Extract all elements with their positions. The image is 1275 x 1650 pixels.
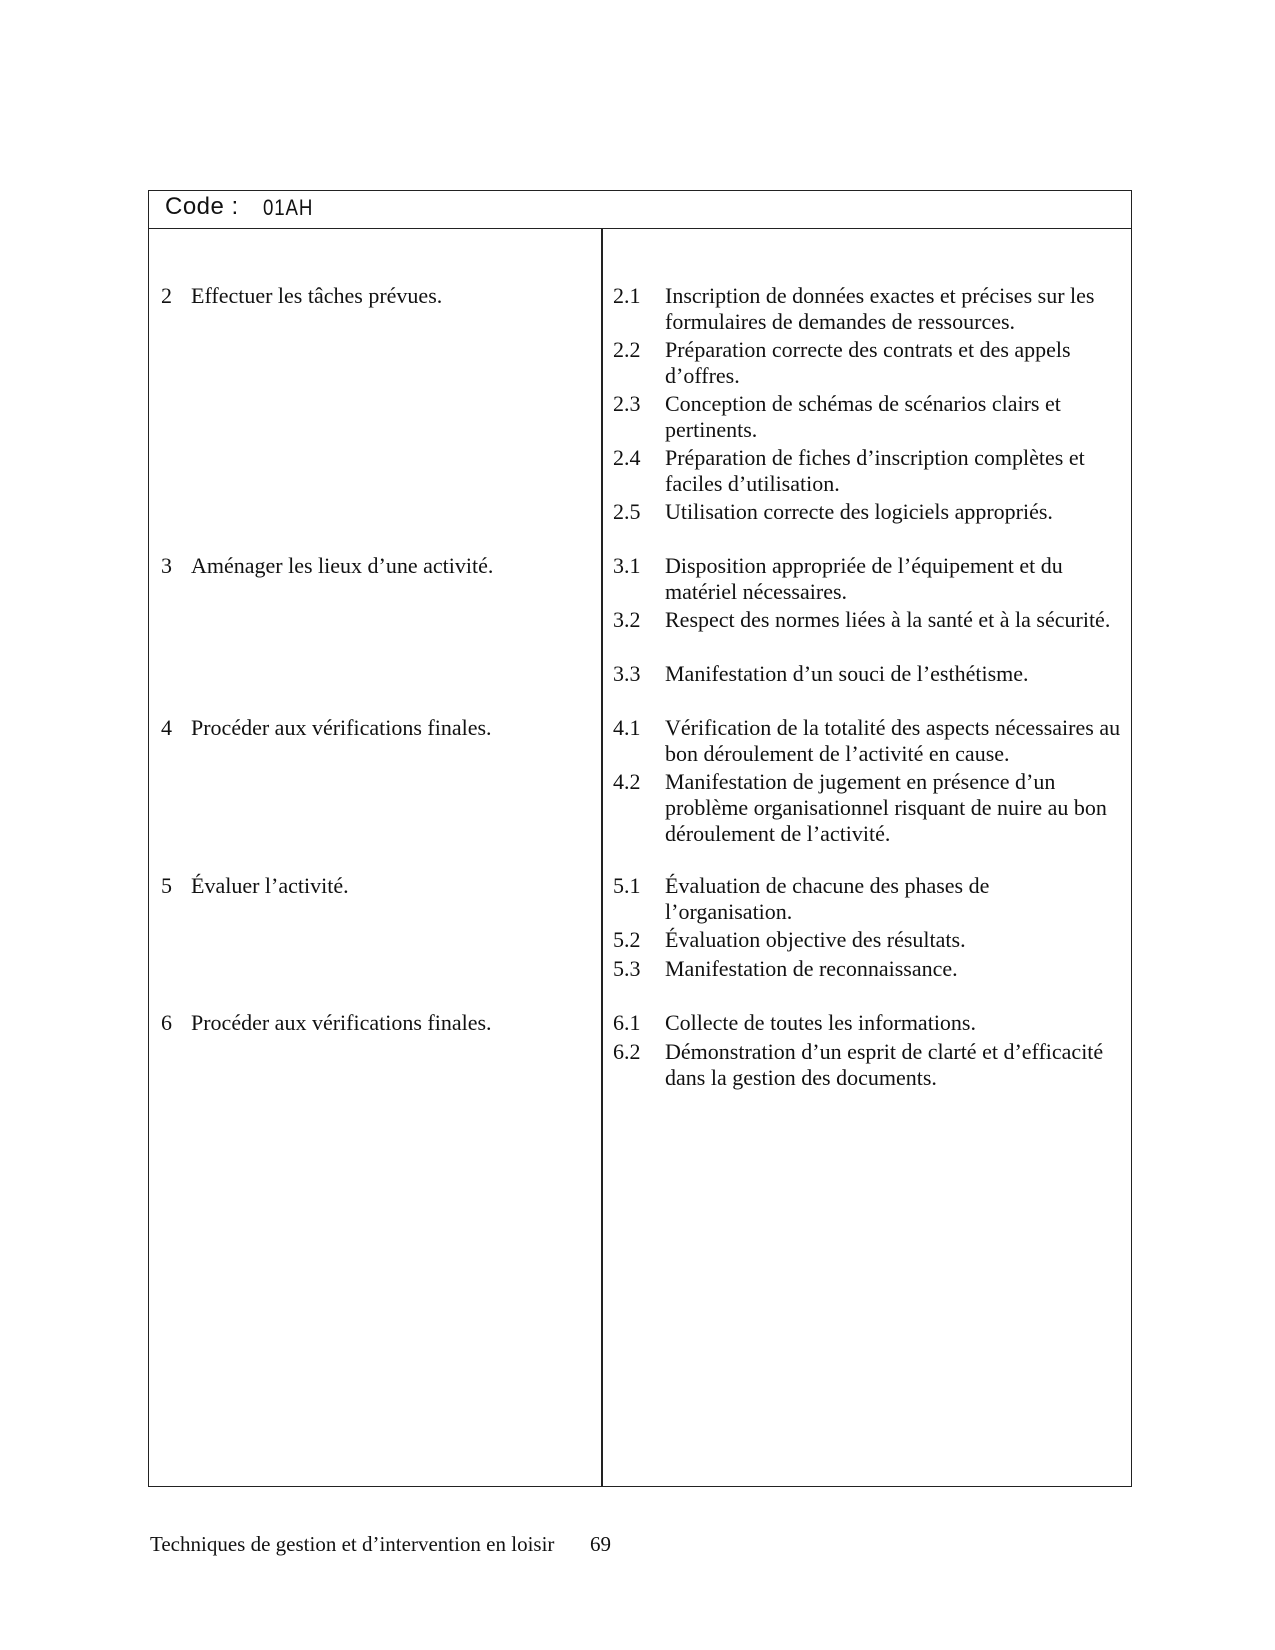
page-footer [150,1532,611,1557]
criterion-text: Manifestation de jugement en présence d’un problème organisationnel risquant de nuire au bon déroulement de l’activité. [665,769,1107,846]
criterion-number: 3.1 [613,553,641,578]
criterion-text: Utilisation correcte des logiciels appropriés. [665,499,1053,524]
criterion-text: Évaluation objective des résultats. [665,927,966,952]
criterion-text: Évaluation de chacune des phases de l’organisation. [665,873,990,924]
task-text: Procéder aux vérifications finales. [191,715,492,740]
criterion-text: Manifestation de reconnaissance. [665,956,958,981]
criterion-number: 5.1 [613,873,641,898]
criterion-number: 4.2 [613,769,641,794]
task-text: Procéder aux vérifications finales. [191,1010,492,1035]
column-divider [601,229,603,1486]
criterion-number: 2.1 [613,283,641,308]
criterion-text: Respect des normes liées à la santé et à la sécurité. [665,607,1111,632]
task-number: 4 [161,715,172,740]
task-text: Évaluer l’activité. [191,873,349,898]
criterion-number: 5.2 [613,927,641,952]
criterion-number: 6.2 [613,1039,641,1064]
task-text: Aménager les lieux d’une activité. [191,553,494,578]
criterion-number: 3.2 [613,607,641,632]
criterion-number: 5.3 [613,956,641,981]
criterion-number: 2.2 [613,337,641,362]
task-number: 2 [161,283,172,308]
criterion-number: 6.1 [613,1010,641,1035]
code-value: 01AH [263,195,314,220]
criterion-text: Manifestation d’un souci de l’esthétisme. [665,661,1029,686]
criterion-number: 4.1 [613,715,641,740]
code-row [149,191,1131,229]
criterion-text: Préparation de fiches d’inscription complètes et faciles d’utilisation. [665,445,1085,496]
footer-title: Techniques de gestion et d’intervention en loisir [150,1532,555,1556]
criterion-text: Démonstration d’un esprit de clarté et d’efficacité dans la gestion des documents. [665,1039,1104,1090]
competency-table [148,190,1132,1487]
criterion-number: 2.3 [613,391,641,416]
criterion-number: 2.4 [613,445,641,470]
task-number: 5 [161,873,172,898]
code-label: Code : [165,193,239,220]
criterion-number: 2.5 [613,499,641,524]
task-number: 6 [161,1010,172,1035]
criterion-text: Disposition appropriée de l’équipement et du matériel nécessaires. [665,553,1063,604]
criterion-text: Préparation correcte des contrats et des appels d’offres. [665,337,1071,388]
task-text: Effectuer les tâches prévues. [191,283,443,308]
criterion-text: Collecte de toutes les informations. [665,1010,976,1035]
criterion-text: Vérification de la totalité des aspects nécessaires au bon déroulement de l’activité en cause. [665,715,1121,766]
criterion-number: 3.3 [613,661,641,686]
page-number: 69 [590,1532,611,1556]
task-number: 3 [161,553,172,578]
criterion-text: Conception de schémas de scénarios clairs et pertinents. [665,391,1061,442]
criterion-text: Inscription de données exactes et précises sur les formulaires de demandes de ressources. [665,283,1095,334]
